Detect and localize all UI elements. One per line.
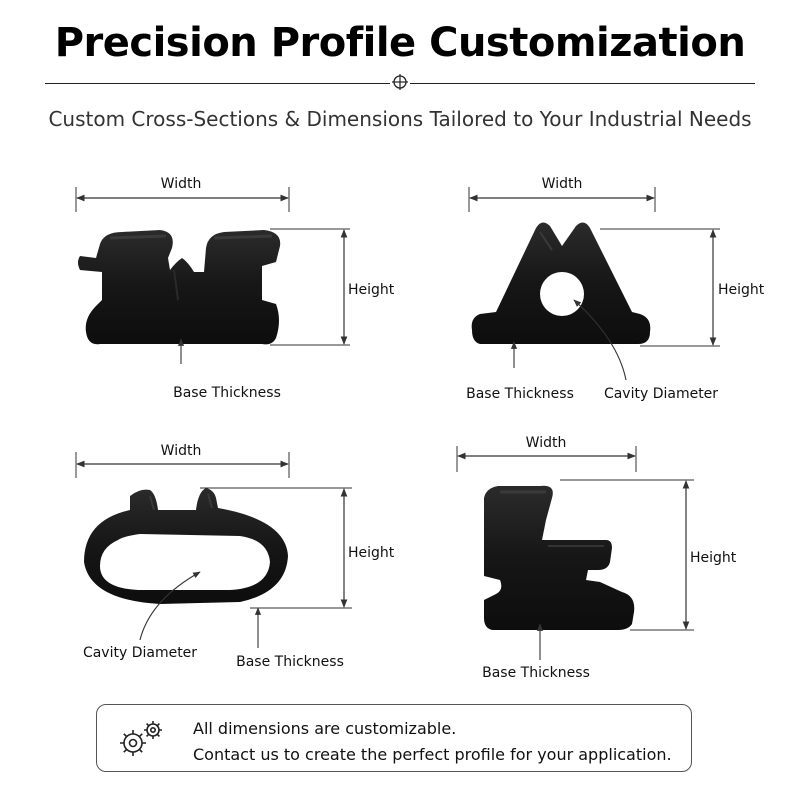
height-label: Height xyxy=(348,545,395,561)
height-label: Height xyxy=(690,550,737,566)
page-subtitle: Custom Cross-Sections & Dimensions Tailored to Your Industrial Needs xyxy=(48,107,752,131)
cavity-diameter-pointer xyxy=(140,572,200,640)
cavity-diameter-label: Cavity Diameter xyxy=(603,386,719,402)
height-label: Height xyxy=(348,282,395,298)
customizable-note: All dimensions are customizable. xyxy=(193,719,457,738)
triangular-bulb-profile xyxy=(466,176,765,402)
base-thickness-label: Base Thickness xyxy=(236,654,344,670)
page-title: Precision Profile Customization xyxy=(54,20,746,66)
width-label: Width xyxy=(541,176,583,192)
hollow-oval-profile xyxy=(76,443,395,670)
base-thickness-label: Base Thickness xyxy=(482,665,590,681)
base-thickness-label: Base Thickness xyxy=(173,385,281,401)
double-t-profile xyxy=(76,176,395,401)
width-label: Width xyxy=(160,176,202,192)
contact-note: Contact us to create the perfect profile for your application. xyxy=(193,745,672,764)
base-thickness-label: Base Thickness xyxy=(466,386,574,402)
l-step-shape xyxy=(484,486,634,630)
width-label: Width xyxy=(525,435,567,451)
l-step-profile xyxy=(457,435,737,681)
width-label: Width xyxy=(160,443,202,459)
cavity-diameter-label: Cavity Diameter xyxy=(82,645,198,661)
cavity-hole xyxy=(540,272,584,316)
customization-note-box xyxy=(96,704,692,772)
hollow-oval-shape xyxy=(84,488,288,604)
double-t-shape xyxy=(78,230,280,344)
gears-icon xyxy=(113,717,169,761)
height-label: Height xyxy=(718,282,765,298)
